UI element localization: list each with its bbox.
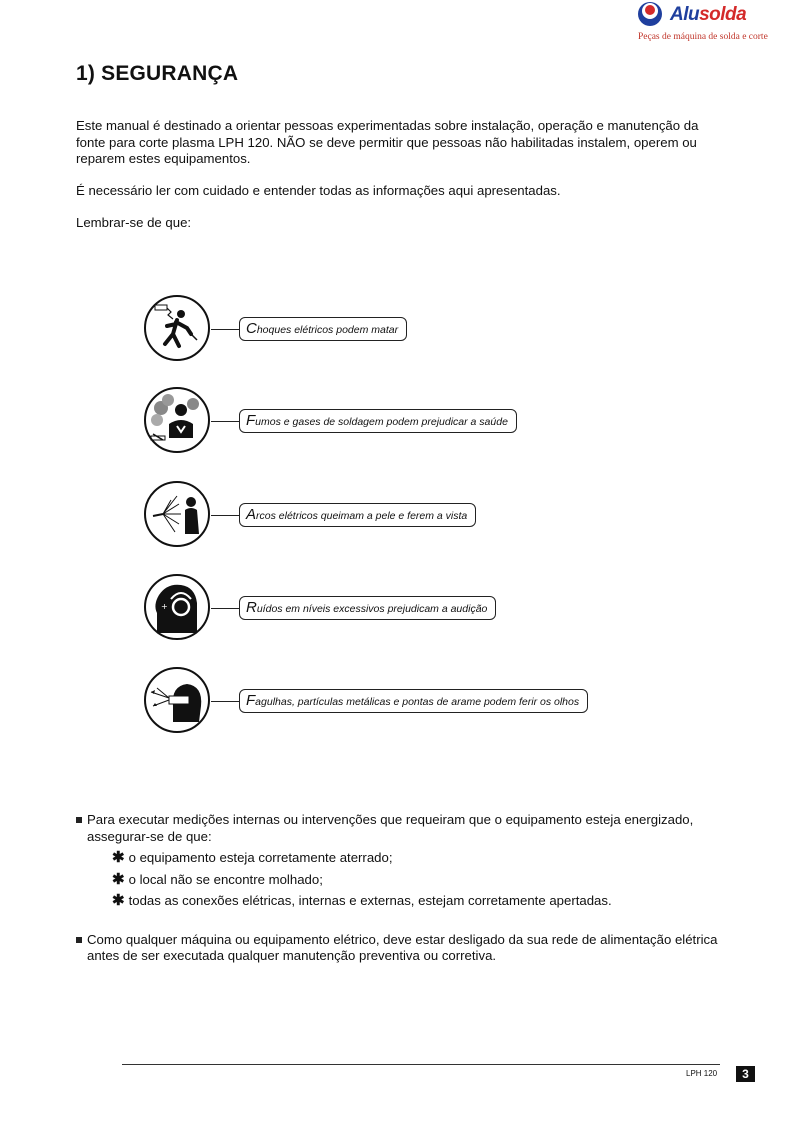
sub-list xyxy=(112,850,721,910)
bullet-item: Para executar medições internas ou intervenções que requeiram que o equipamento esteja energizado, assegurar-se de que: xyxy=(76,812,721,845)
logo-word-a: Alu xyxy=(670,4,700,25)
logo-word-b: solda xyxy=(699,4,747,25)
intro-paragraph: Este manual é destinado a orientar pessoas experimentadas sobre instalação, operação e manutenção da fonte para corte plasma LPH 120. NÃO se deve permitir que pessoas não habilitadas instalem, operem ou reparem estes equipamentos. xyxy=(76,118,699,166)
hazard-label: Fagulhas, partículas metálicas e pontas de arame podem ferir os olhos xyxy=(239,689,588,713)
logo-tagline: Peças de máquina de solda e corte xyxy=(638,32,768,42)
arc-rays-icon xyxy=(143,480,211,548)
asterisk-icon: ✱ xyxy=(112,849,125,866)
logo-emblem-icon xyxy=(634,0,672,30)
fumes-gases-icon xyxy=(143,386,211,454)
square-bullet-icon xyxy=(76,817,82,823)
hazard-label: Arcos elétricos queimam a pele e ferem a vista xyxy=(239,503,476,527)
safety-bullets xyxy=(76,812,721,965)
electric-shock-icon xyxy=(143,294,211,362)
hazard-label: Fumos e gases de soldagem podem prejudicar a saúde xyxy=(239,409,517,433)
noise-hearing-icon xyxy=(143,573,211,641)
footer-model: LPH 120 xyxy=(686,1069,718,1078)
sub-list-item: ✱ todas as conexões elétricas, internas e externas, estejam corretamente apertadas. xyxy=(112,892,612,909)
flying-sparks-icon xyxy=(143,666,211,734)
read-carefully-paragraph: É necessário ler com cuidado e entender todas as informações aqui apresentadas. xyxy=(76,183,561,198)
section-title: 1) SEGURANÇA xyxy=(76,62,239,85)
footer-rule xyxy=(122,1064,720,1065)
sub-list-item: ✱ o equipamento esteja corretamente aterrado; xyxy=(112,849,393,866)
bullet-item: Como qualquer máquina ou equipamento elétrico, deve estar desligado da sua rede de alimentação elétrica antes de ser executada qualquer manutenção preventiva ou corretiva. xyxy=(76,932,721,965)
square-bullet-icon xyxy=(76,937,82,943)
remember-paragraph: Lembrar-se de que: xyxy=(76,215,192,230)
sub-list-item: ✱ o local não se encontre molhado; xyxy=(112,870,323,888)
asterisk-icon: ✱ xyxy=(112,870,125,888)
asterisk-icon: ✱ xyxy=(112,892,125,909)
alusolda-logo xyxy=(630,0,770,50)
page-number: 3 xyxy=(736,1066,755,1082)
svg-text:+: + xyxy=(161,602,168,611)
hazard-label: Ruídos em níveis excessivos prejudicam a audição xyxy=(239,596,496,620)
hazard-label: Choques elétricos podem matar xyxy=(239,317,407,341)
